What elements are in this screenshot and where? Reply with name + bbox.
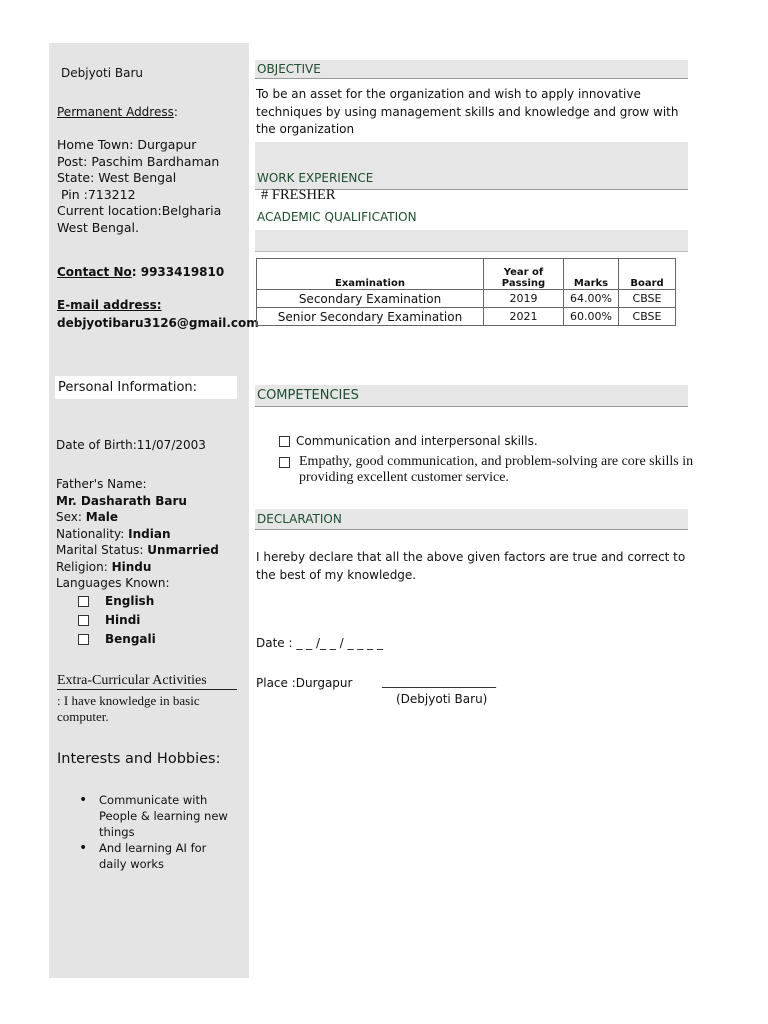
nationality-value: Indian	[128, 526, 171, 541]
address-line: Pin :713212	[57, 186, 136, 202]
permanent-address-heading	[57, 104, 178, 121]
interest-item: • Communicate with People & learning new things	[99, 792, 237, 840]
table-header: Board	[619, 259, 676, 290]
extra-curricular-text: : I have knowledge in basic computer.	[57, 693, 200, 724]
address-line: West Bengal.	[57, 219, 139, 235]
contact-value: : 9933419810	[131, 265, 225, 279]
table-row	[257, 290, 676, 308]
religion-value: Hindu	[111, 559, 152, 574]
contact-number	[57, 265, 224, 279]
date-line: Date : _ _ /_ _ / _ _ _ _	[256, 636, 383, 650]
objective-heading: OBJECTIVE	[255, 60, 688, 79]
checkbox-icon	[279, 436, 290, 447]
date-of-birth: Date of Birth:11/07/2003	[56, 438, 206, 452]
personal-details	[56, 476, 246, 649]
language-item: Bengali	[56, 630, 246, 649]
permanent-address-colon: :	[173, 105, 178, 119]
checkbox-icon	[78, 634, 89, 645]
address-line: Home Town: Durgapur	[57, 137, 197, 152]
personal-info-title: Personal Information:	[55, 376, 237, 399]
signature-line: ___________________	[382, 674, 496, 688]
table-cell: 2019	[484, 290, 564, 308]
table-cell: CBSE	[619, 308, 676, 326]
objective-text: To be an asset for the organization and wish to apply innovative techniques by using management skills and knowledge and grow with the organization	[256, 87, 679, 136]
checkbox-icon	[78, 615, 89, 626]
work-experience-heading: WORK EXPERIENCE	[257, 171, 374, 185]
languages-label: Languages Known:	[56, 576, 170, 590]
academic-band	[255, 230, 688, 252]
table-row	[257, 308, 676, 326]
competencies-heading: COMPETENCIES	[255, 385, 688, 407]
language-item: Hindi	[56, 611, 246, 630]
signature-name: (Debjyoti Baru)	[396, 692, 488, 706]
sex-label: Sex:	[56, 510, 86, 524]
religion-label: Religion:	[56, 559, 112, 574]
table-cell: CBSE	[619, 290, 676, 308]
address-line: Current location:Belgharia	[57, 203, 222, 218]
table-cell: 2021	[484, 308, 564, 326]
checkbox-icon	[78, 596, 89, 607]
table-cell: 64.00%	[564, 290, 619, 308]
email-label: E-mail address:	[57, 298, 162, 312]
father-label: Father's Name:	[56, 477, 147, 491]
interests-list	[77, 792, 237, 872]
checkbox-icon	[279, 457, 290, 468]
address-block	[57, 137, 221, 236]
academic-table	[256, 258, 676, 326]
extra-curricular-title: Extra-Curricular Activities	[57, 673, 237, 690]
address-line: Post: Paschim Bardhaman	[57, 153, 220, 169]
table-header: Marks	[564, 259, 619, 290]
table-cell: Senior Secondary Examination	[257, 308, 484, 326]
academic-heading: ACADEMIC QUALIFICATION	[257, 210, 417, 224]
place-line: Place :Durgapur	[256, 676, 353, 690]
address-line: State: West Bengal	[57, 170, 177, 185]
language-item: English	[56, 592, 246, 611]
interests-title: Interests and Hobbies:	[57, 751, 221, 767]
competency-item: Empathy, good communication, and problem-solving are core skills in providing excellent customer service.	[279, 454, 711, 486]
interest-item: • And learning AI for daily works	[99, 840, 237, 872]
contact-label: Contact No	[57, 265, 132, 279]
table-header: Examination	[257, 259, 484, 290]
declaration-text: I hereby declare that all the above given factors are true and correct to the best of my knowledge.	[256, 550, 686, 582]
religion-row	[56, 559, 246, 576]
sex-row	[56, 509, 246, 526]
email-value[interactable]: debjyotibaru3126@gmail.com	[57, 316, 259, 330]
table-cell: 60.00%	[564, 308, 619, 326]
candidate-name: Debjyoti Baru	[61, 66, 143, 80]
marital-label: Marital Status:	[56, 543, 148, 557]
competency-item: Communication and interpersonal skills.	[279, 434, 538, 448]
sex-value: Male	[85, 510, 119, 524]
declaration-heading: DECLARATION	[255, 509, 688, 530]
marital-value: Unmarried	[147, 543, 219, 557]
nationality-label: Nationality:	[56, 526, 129, 541]
marital-row	[56, 542, 246, 559]
table-header: Year of Passing	[484, 259, 564, 290]
father-value: Mr. Dasharath Baru	[56, 493, 187, 508]
nationality-row	[56, 526, 246, 543]
table-cell: Secondary Examination	[257, 290, 484, 308]
permanent-address-label: Permanent Address	[57, 105, 174, 119]
work-experience-text: # FRESHER	[261, 187, 336, 203]
